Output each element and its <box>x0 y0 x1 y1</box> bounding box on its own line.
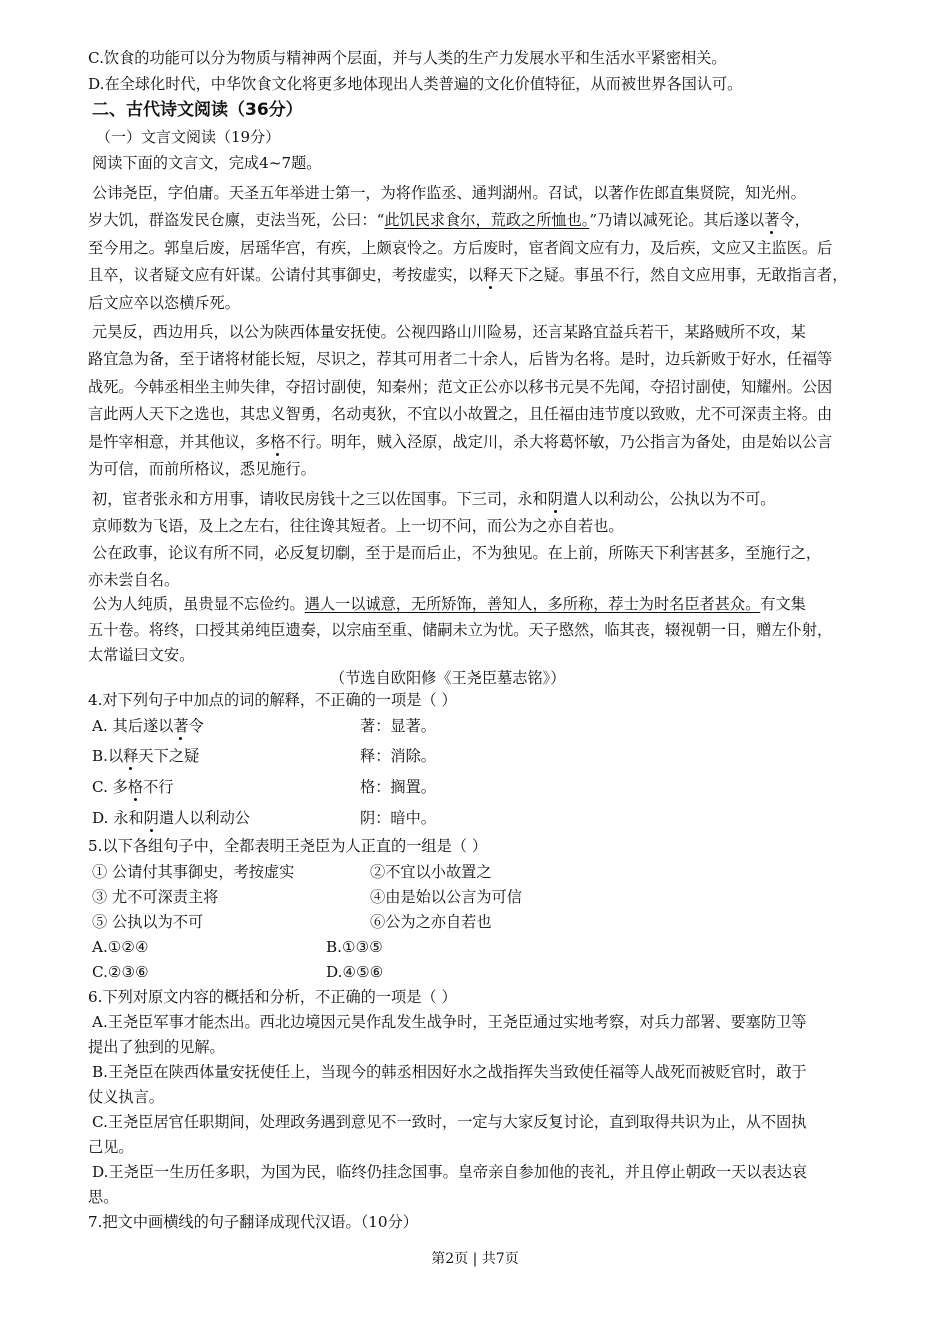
option-text: 遣人以利动公 <box>158 809 250 827</box>
text-segment: 天下之疑。事虽不行，然自文应用事，无敢指言者， <box>498 266 848 284</box>
q5-sentence-4: ④由是始以公言为可信 <box>370 888 522 906</box>
passage-p2-line6: 为可信，而前所格议，悉见施行。 <box>88 460 316 478</box>
option-text: D. 永和 <box>92 809 144 827</box>
passage-p1-line2 <box>88 210 890 230</box>
dotted-char-shi: 释 <box>482 266 499 284</box>
passage-p2-line3: 战死。今韩丞相坐主帅失律，夺招讨副使，知秦州；范文正公亦以移书元昊不先闻，夺招讨副使，知耀州。公因 <box>88 378 833 396</box>
passage-p3 <box>92 489 890 509</box>
q5-sentence-2: ②不宜以小故置之 <box>370 863 492 881</box>
passage-p5-line1: 公在政事，论议有所不同，必反复切劘，至于是而后止，不为独见。在上前，所陈天下利害甚多，至施行之， <box>92 544 821 562</box>
q3-option-d: D.在全球化时代，中华饮食文化将更多地体现出人类普遍的文化价值特征，从而被世界各国认可。 <box>88 75 743 93</box>
option-text: 天下之疑 <box>138 747 200 765</box>
underlined-sentence-2: 遇人一以诚意，无所矫饰，善知人，多所称，荐士为时名臣者甚众。 <box>304 595 761 613</box>
q5-option-c: C.②③⑥ <box>92 963 149 981</box>
q6-option-a-line1: A.王尧臣军事才能杰出。西北边境因元昊作乱发生战争时，王尧臣通过实地考察，对兵力部署、要塞防卫等 <box>92 1013 807 1031</box>
passage-p4: 京师数为飞语，及上之左右，往往谗其短者。上一切不问，而公为之亦自若也。 <box>92 517 624 535</box>
q5-stem: 5.以下各组句子中，全都表明王尧臣为人正直的一组是（ ） <box>88 837 488 855</box>
q4-def-b: 释：消除。 <box>360 747 436 765</box>
dotted-char-yin: 阴 <box>547 490 563 508</box>
passage-p1-line4 <box>88 265 890 285</box>
option-text: C. 多 <box>92 778 128 796</box>
passage-p6-line1 <box>92 594 890 614</box>
passage-instruction: 阅读下面的文言文，完成4~7题。 <box>92 154 322 172</box>
dotted-char: 著 <box>173 717 189 735</box>
q6-option-a-line2: 提出了独到的见解。 <box>88 1038 225 1056</box>
text-segment: ”乃请以减死论。其后遂以 <box>589 211 765 229</box>
q3-option-c: C.饮食的功能可以分为物质与精神两个层面，并与人类的生产力发展水平和生活水平紧密相关。 <box>88 49 727 67</box>
passage-p5-line2: 亦未尝自名。 <box>88 571 180 589</box>
dotted-char: 格 <box>127 778 144 796</box>
passage-source: （节选自欧阳修《王尧臣墓志铭》） <box>330 669 566 687</box>
q5-sentence-6: ⑥公为之亦自若也 <box>370 913 492 931</box>
passage-p2-line1: 元昊反，西边用兵，以公为陕西体量安抚使。公视四路山川险易，还言某路宜益兵若干，某路贼所不攻，某 <box>92 323 806 341</box>
q5-option-a: A.①②④ <box>92 938 149 956</box>
section-title: 二、古代诗文阅读（36分） <box>92 100 303 120</box>
q7-stem: 7.把文中画横线的句子翻译成现代汉语。（10分） <box>88 1213 418 1231</box>
option-text: A. 其后遂以 <box>92 717 174 735</box>
q6-option-b-line2: 仗义执言。 <box>88 1088 164 1106</box>
q6-option-d-line1: D.王尧臣一生历任多职，为国为民，临终仍挂念国事。皇帝亲自参加他的丧礼，并且停止朝政一天以表达哀 <box>92 1163 808 1181</box>
text-segment: 不行。明年，贼入泾原，战定川，杀大将葛怀敏，乃公指言为备处，由是始以公言 <box>285 433 833 451</box>
q5-option-b: B.①③⑤ <box>326 938 383 956</box>
text-segment: 岁大饥，群盗发民仓廪，吏法当死，公曰：“ <box>88 211 385 229</box>
passage-p6-line3: 太常谥曰文安。 <box>88 646 195 664</box>
option-text: 不行 <box>143 778 174 796</box>
q5-sentence-5: ⑤ 公执以为不可 <box>92 913 204 931</box>
dotted-char-zhu: 著 <box>764 211 780 229</box>
text-segment: 遣人以利动公，公执以为不可。 <box>562 490 776 508</box>
passage-p6-line2: 五十卷。将终，口授其弟纯臣遗奏，以宗庙至重、储嗣未立为忧。天子愍然，临其丧，辍视朝一日，赠左仆射， <box>88 621 833 639</box>
q6-option-d-line2: 思。 <box>88 1188 119 1206</box>
underlined-sentence-1: 此饥民求食尔，荒政之所恤也。 <box>384 211 590 229</box>
passage-p1-line5: 后文应卒以恣横斥死。 <box>88 294 240 312</box>
dotted-char-ge: 格 <box>270 433 286 451</box>
passage-p2-line4: 言此两人天下之选也，其忠义智勇，名动夷狄，不宜以小故置之，且任福由违节度以致败，尤不可深责主将。由 <box>88 405 833 423</box>
q4-def-d: 阴：暗中。 <box>360 809 436 827</box>
q5-option-d: D.④⑤⑥ <box>326 963 384 981</box>
q4-stem: 4.对下列句子中加点的词的解释，不正确的一项是（ ） <box>88 691 457 709</box>
passage-p2-line5 <box>88 432 890 452</box>
dotted-char: 释 <box>123 747 139 765</box>
q4-def-a: 著：显著。 <box>360 717 436 735</box>
text-segment: 初，宦者张永和方用事，请收民房钱十之三以佐国事。下三司，永和 <box>92 490 548 508</box>
text-segment: 令， <box>779 211 810 229</box>
passage-p1-line1: 公讳尧臣，字伯庸。天圣五年举进士第一，为将作监丞、通判湖州。召试，以著作佐郎直集贤院，知光州。 <box>92 184 806 202</box>
q5-sentence-1: ① 公请付其事御史，考按虚实 <box>92 863 295 881</box>
q6-option-c-line2: 己见。 <box>88 1138 134 1156</box>
text-segment: 是忤宰相意，并其他议，多 <box>88 433 271 451</box>
text-segment: 且卒，议者疑文应有奸谋。公请付其事御史，考按虚实，以 <box>88 266 483 284</box>
part-title: （一）文言文阅读（19分） <box>96 128 281 146</box>
q6-option-c-line1: C.王尧臣居官任职期间，处理政务遇到意见不一致时，一定与大家反复讨论，直到取得共识为止，从不固执 <box>92 1113 807 1131</box>
q6-stem: 6.下列对原文内容的概括和分析，不正确的一项是（ ） <box>88 988 457 1006</box>
q4-def-c: 格：搁置。 <box>360 778 436 796</box>
text-segment: 有文集 <box>760 595 806 613</box>
option-text: 令 <box>188 717 204 735</box>
text-segment: 公为人纯质，虽贵显不忘俭约。 <box>92 595 305 613</box>
dotted-char: 阴 <box>143 809 159 827</box>
passage-p1-line3: 至今用之。郭皇后废，居瑶华宫，有疾，上颇哀怜之。方后废时，宦者阎文应有力，及后疾，文应又主监医。后 <box>88 239 833 257</box>
q6-option-b-line1: B.王尧臣在陕西体量安抚使任上，当现今的韩丞相因好水之战指挥失当致使任福等人战死而被贬官时，敢于 <box>92 1063 807 1081</box>
option-text: B.以 <box>92 747 124 765</box>
q5-sentence-3: ③ 尤不可深责主将 <box>92 888 219 906</box>
passage-p2-line2: 路宜急为备，至于诸将材能长短，尽识之，荐其可用者二十余人，后皆为名将。是时，边兵新败于好水，任福等 <box>88 350 833 368</box>
page-footer: 第2页 | 共7页 <box>431 1251 519 1267</box>
